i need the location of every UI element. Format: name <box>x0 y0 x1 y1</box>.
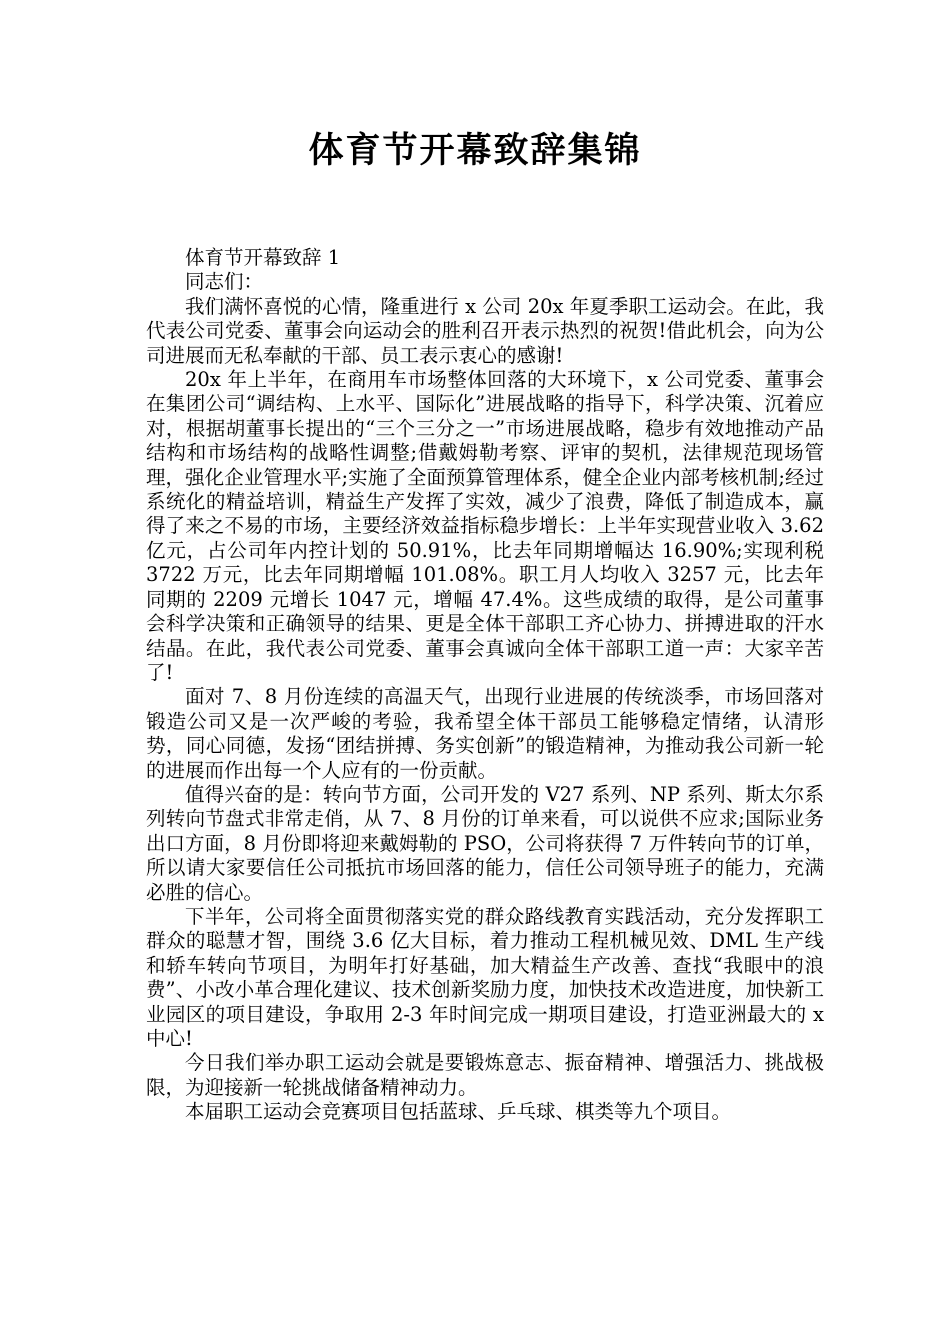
paragraph: 面对 7、8 月份连续的高温天气，出现行业进展的传统淡季，市场回落对锻造公司又是一次严峻的考验，我希望全体干部员工能够稳定情绪，认清形势，同心同德，发扬“团结拼搏、务实创新”的锻造精神，为推动我公司新一轮的进展而作出每一个人应有的一份贡献。 <box>146 685 824 782</box>
paragraph: 值得兴奋的是：转向节方面，公司开发的 V27 系列、NP 系列、斯太尔系列转向节盘式非常走俏，从 7、8 月份的订单来看，可以说供不应求;国际业务出口方面，8 月份即将迎来戴姆勒的 PSO，公司将获得 7 万件转向节的订单，所以请大家要信任公司抵抗市场回落的能力，信任公司领导班子的能力，充满必胜的信心。 <box>146 782 824 904</box>
document-title: 体育节开幕致辞集锦 <box>308 131 642 171</box>
section-heading: 体育节开幕致辞 1 <box>185 246 341 269</box>
document-body <box>146 246 824 1125</box>
paragraph: 今日我们举办职工运动会就是要锻炼意志、振奋精神、增强活力、挑战极限，为迎接新一轮挑战储备精神动力。 <box>146 1051 824 1099</box>
paragraph: 20x 年上半年，在商用车市场整体回落的大环境下，x 公司党委、董事会在集团公司“调结构、上水平、国际化”进展战略的指导下，科学决策、沉着应对，根据胡董事长提出的“三个三分之一”市场进展战略，稳步有效地推动产品结构和市场结构的战略性调整;借戴姆勒考察、评审的契机，法律规范现场管理，强化企业管理水平;实施了全面预算管理体系，健全企业内部考核机制;经过系统化的精益培训，精益生产发挥了实效，减少了浪费，降低了制造成本，赢得了来之不易的市场，主要经济效益指标稳步增长：上半年实现营业收入 3.62 亿元，占公司年内控计划的 50.91%，比去年同期增幅达 16.90%;实现利税 3722 万元，比去年同期增幅 101.08%。职工月人均收入 3257 元，比去年同期的 2209 元增长 1047 元，增幅 47.4%。这些成绩的取得，是公司董事会科学决策和正确领导的结果、更是全体干部职工齐心协力、拼搏进取的汗水结晶。在此，我代表公司党委、董事会真诚向全体干部职工道一声：大家辛苦了! <box>146 368 824 684</box>
paragraph: 我们满怀喜悦的心情，隆重进行 x 公司 20x 年夏季职工运动会。在此，我代表公司党委、董事会向运动会的胜利召开表示热烈的祝贺!借此机会，向为公司进展而无私奉献的干部、员工表示衷心的感谢! <box>146 294 824 367</box>
paragraph: 下半年，公司将全面贯彻落实党的群众路线教育实践活动，充分发挥职工群众的聪慧才智，围绕 3.6 亿大目标，着力推动工程机械见效、DML 生产线和轿车转向节项目，为明年打好基础，加大精益生产改善、查找“我眼中的浪费”、小改小革合理化建议、技术创新奖励力度，加快技术改造进度，加快新工业园区的项目建设，争取用 2-3 年时间完成一期项目建设，打造亚洲最大的 x 中心! <box>146 904 824 1050</box>
greeting-line: 同志们： <box>185 270 264 294</box>
paragraph: 本届职工运动会竞赛项目包括蓝球、乒乓球、棋类等九个项目。 <box>185 1100 732 1124</box>
